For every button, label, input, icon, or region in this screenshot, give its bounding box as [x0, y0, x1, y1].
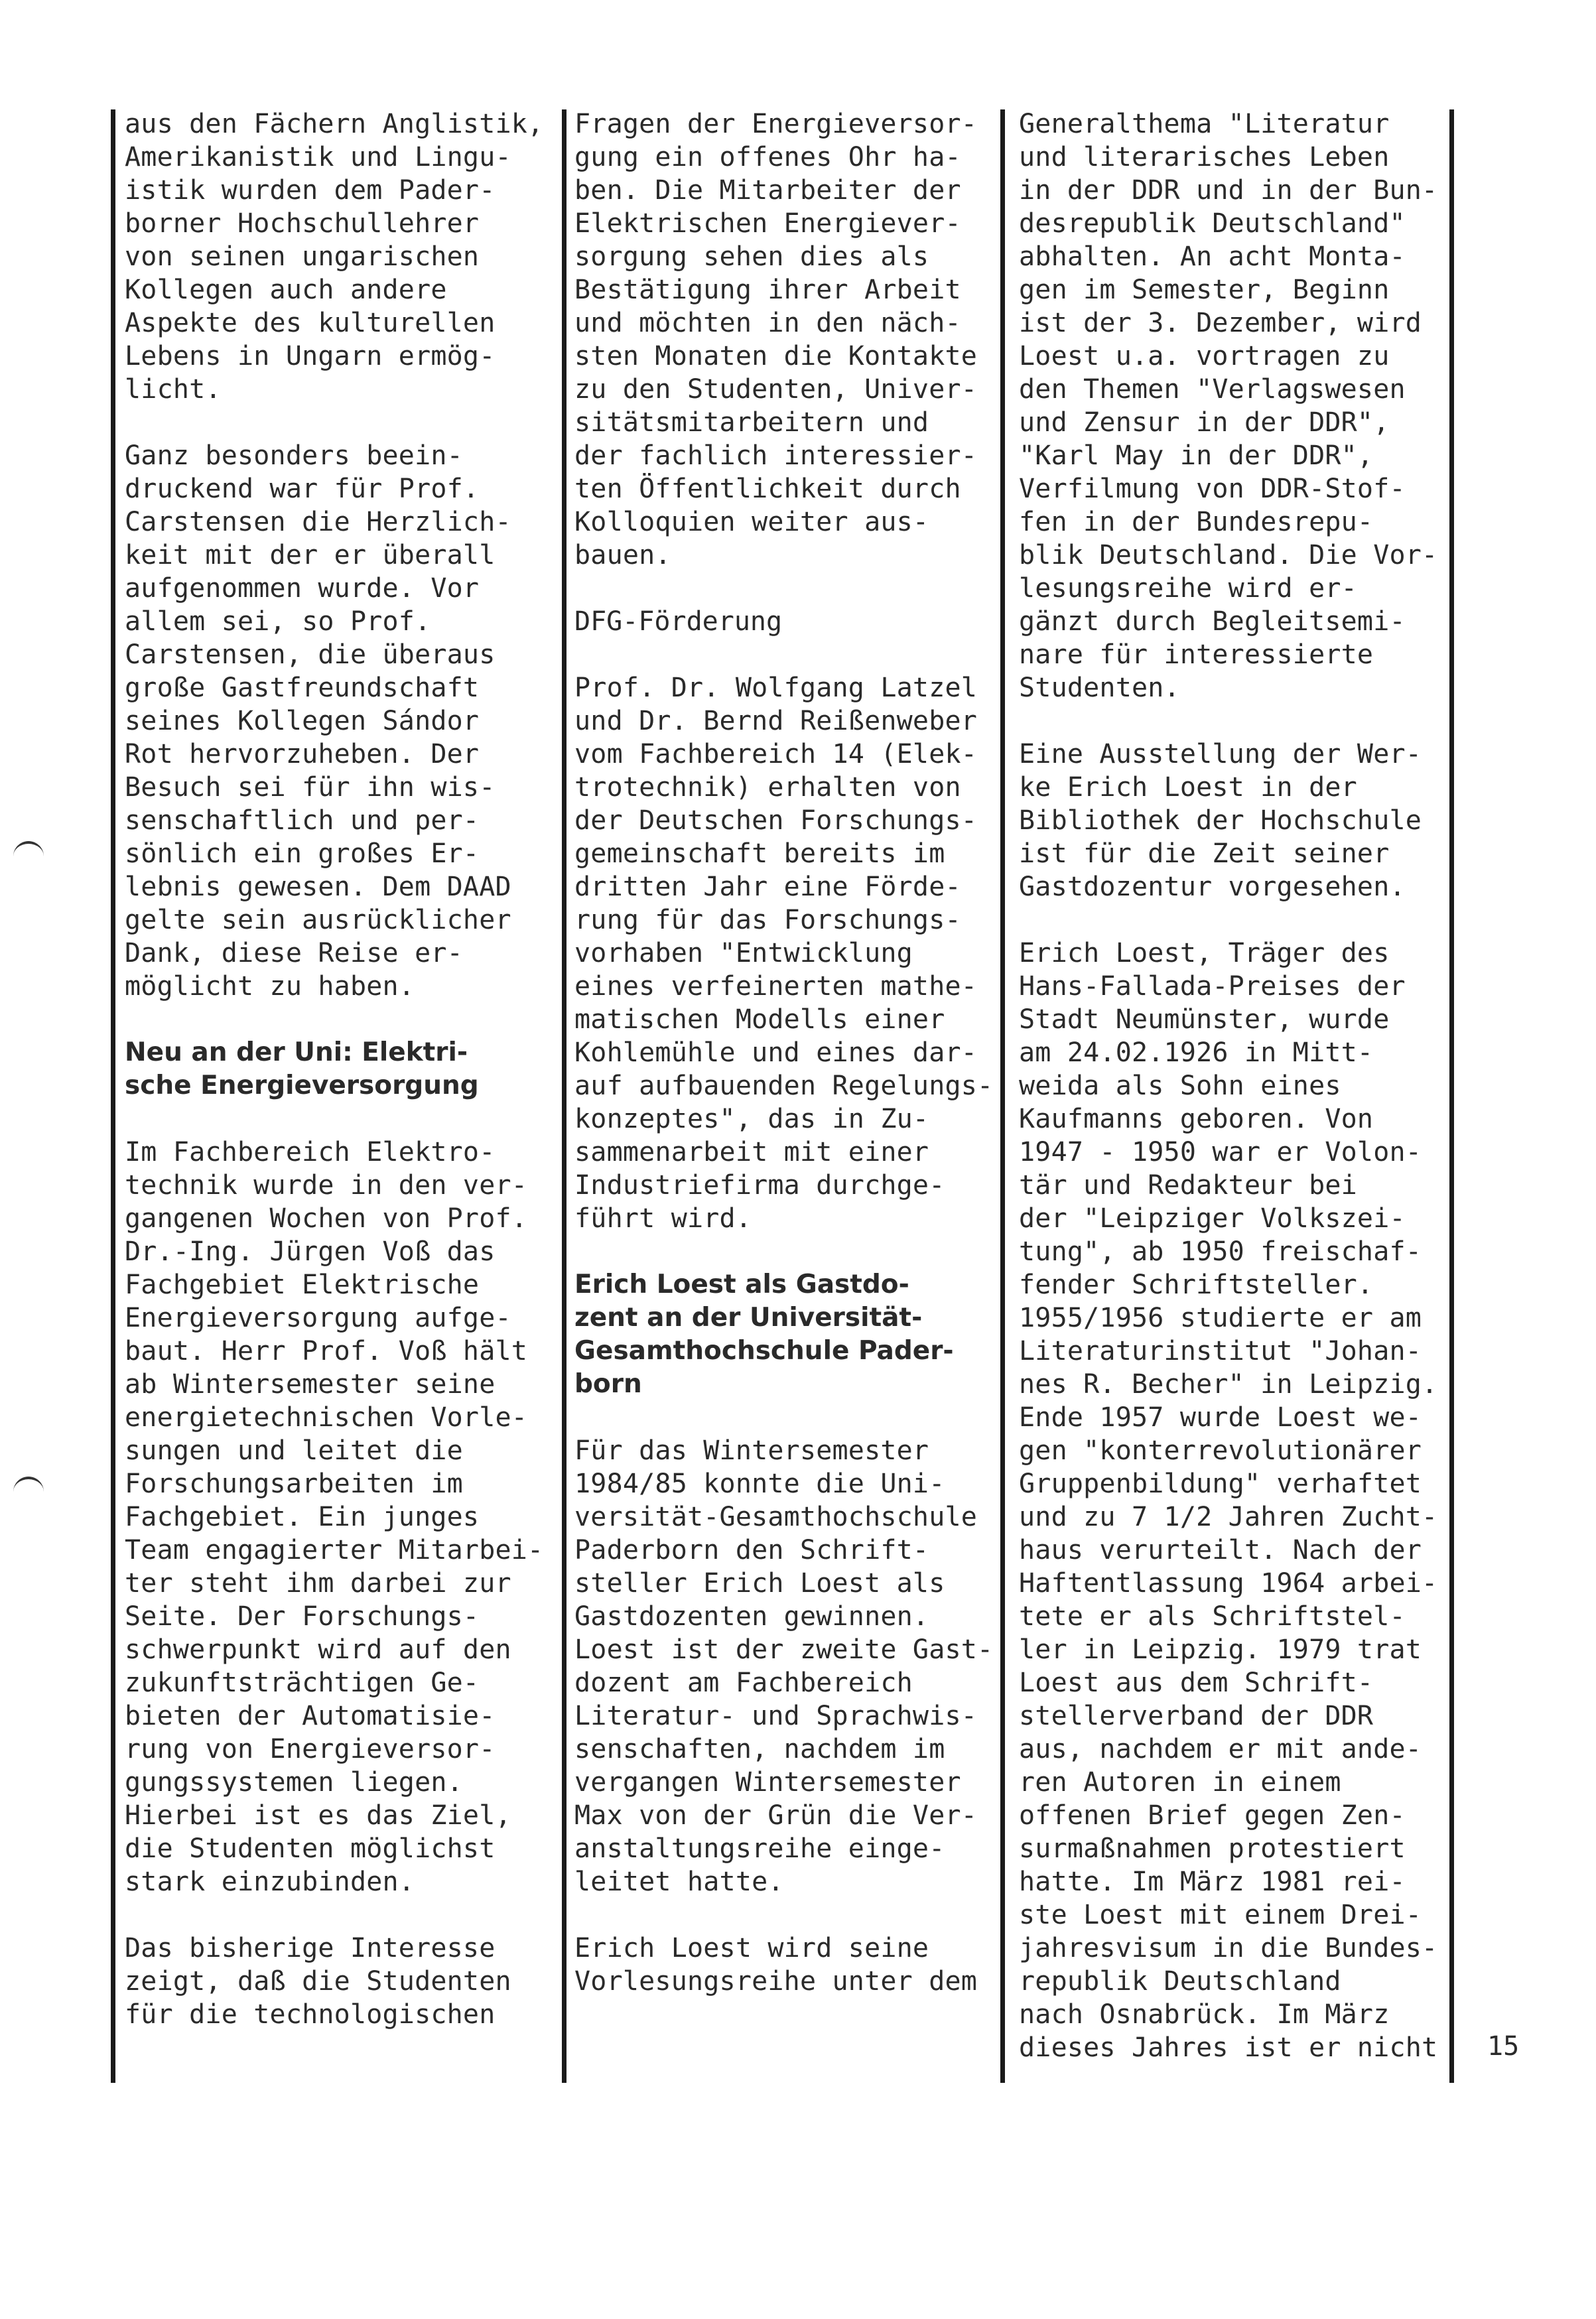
punch-hole-mark [13, 1477, 44, 1499]
paragraph: Fragen der Energieversor- gung ein offenes Ohr ha- ben. Die Mitarbeiter der Elektrischen Energiever- sorgung sehen dies als Bestätigung ihrer Arbeit und möchten in den näch- sten Monaten die Kontakte zu den Studenten, Univer- sitätsmitarbeitern und der fachlich interessier- ten Öffentlichkeit durch Kolloquien weiter aus- bauen. [574, 109, 978, 570]
paragraph: Eine Ausstellung der Wer- ke Erich Loest in der Bibliothek der Hochschule ist für die Zeit seiner Gastdozentur vorgesehen. [1019, 739, 1422, 902]
paragraph: Ganz besonders beein- druckend war für Prof. Carstensen die Herzlich- keit mit der er überall aufgenommen wurde. Vor allem sei, so Prof. Carstensen, die überaus große Gastfreundschaft seines Kollegen Sándor Rot hervorzuheben. Der Besuch sei für ihn wis- senschaftlich und per- sönlich ein großes Er- lebnis gewesen. Dem DAAD gelte sein ausrücklicher Dank, diese Reise er- möglicht zu haben. [125, 440, 511, 1002]
paragraph: Prof. Dr. Wolfgang Latzel und Dr. Bernd Reißenweber vom Fachbereich 14 (Elek- trotechnik) erhalten von der Deutschen Forschungs- gemeinschaft bereits im dritten Jahr eine Förde- rung für das Forschungs- vorhaben "Entwicklung eines verfeinerten mathe- matischen Modells einer Kohlemühle und eines dar- auf aufbauenden Regelungs- konzeptes", das in Zu- sammenarbeit mit einer Industriefirma durchge- führt wird. [574, 673, 994, 1234]
paragraph: Erich Loest wird seine Vorlesungsreihe unter dem [574, 1933, 978, 1997]
paragraph: Erich Loest, Träger des Hans-Fallada-Preises der Stadt Neumünster, wurde am 24.02.1926 in Mitt- weida als Sohn eines Kaufmanns geboren. Von 1947 - 1950 war er Volon- tär und Redakteur bei der "Leipziger Volkszei- tung", ab 1950 freischaf- fender Schriftsteller. 1955/1956 studierte er am Literaturinstitut "Johan- nes R. Becher" in Leipzig. Ende 1957 wurde Loest we- gen "konterrevolutionärer Gruppenbildung" verhaftet und zu 7 1/2 Jahren Zucht- haus verurteilt. Nach der Haftentlassung 1964 arbei- tete er als Schriftstel- ler in Leipzig. 1979 trat Loest aus dem Schrift- stellerverband der DDR aus, nachdem er mit ande- ren Autoren in einem offenen Brief gegen Zen- surmaßnahmen protestiert hatte. Im März 1981 rei- ste Loest mit einem Drei- jahresvisum in die Bundes- republik Deutschland nach Osnabrück. Im März dieses Jahres ist er nicht [1019, 938, 1438, 2063]
punch-hole-mark [13, 841, 44, 864]
paragraph: Generalthema "Literatur und literarisches Leben in der DDR und in der Bun- desrepublik Deutschland" abhalten. An acht Monta- gen im Semester, Beginn ist der 3. Dezember, wird Loest u.a. vortragen zu den Themen "Verlagswesen und Zensur in der DDR", "Karl May in der DDR", Verfilmung von DDR-Stof- fen in der Bundesrepu- blik Deutschland. Die Vor- lesungsreihe wird er- gänzt durch Begleitsemi- nare für interessierte Studenten. [1019, 109, 1438, 703]
column-rule [1000, 109, 1005, 2083]
text-column-1 [125, 107, 549, 2064]
paragraph: Im Fachbereich Elektro- technik wurde in den ver- gangenen Wochen von Prof. Dr.-Ing. Jürgen Voß das Fachgebiet Elektrische Energieversorgung aufge- baut. Herr Prof. Voß hält ab Wintersemester seine energietechnischen Vorle- sungen und leitet die Forschungsarbeiten im Fachgebiet. Ein junges Team engagierter Mitarbei- ter steht ihm darbei zur Seite. Der Forschungs- schwerpunkt wird auf den zukunftsträchtigen Ge- bieten der Automatisie- rung von Energieversor- gungssystemen liegen. Hierbei ist es das Ziel, die Studenten möglichst stark einzubinden. [125, 1137, 544, 1897]
paragraph: Das bisherige Interesse zeigt, daß die Studenten für die technologischen [125, 1933, 511, 2030]
paragraph: aus den Fächern Anglistik, Amerikanistik und Lingu- istik wurden dem Pader- borner Hochschullehrer von seinen ungarischen Kollegen auch andere Aspekte des kulturellen Lebens in Ungarn ermög- licht. [125, 109, 544, 405]
column-rule [1449, 109, 1454, 2083]
text-column-3 [1019, 107, 1443, 2097]
paragraph: Für das Wintersemester 1984/85 konnte die Uni- versität-Gesamthochschule Paderborn den Schrift- steller Erich Loest als Gastdozenten gewinnen. Loest ist der zweite Gast- dozent am Fachbereich Literatur- und Sprachwis- senschaften, nachdem im vergangen Wintersemester Max von der Grün die Ver- anstaltungsreihe einge- leitet hatte. [574, 1435, 994, 1897]
text-column-2 [574, 107, 992, 2031]
section-heading: Erich Loest als Gastdo- zent an der Universität- Gesamthochschule Pader- born [574, 1270, 954, 1399]
section-heading: Neu an der Uni: Elektri- sche Energieversorgung [125, 1037, 479, 1100]
page-number: 15 [1487, 2031, 1520, 2062]
column-rule [562, 109, 566, 2083]
section-heading: DFG-Förderung [574, 606, 783, 637]
column-rule [111, 109, 115, 2083]
